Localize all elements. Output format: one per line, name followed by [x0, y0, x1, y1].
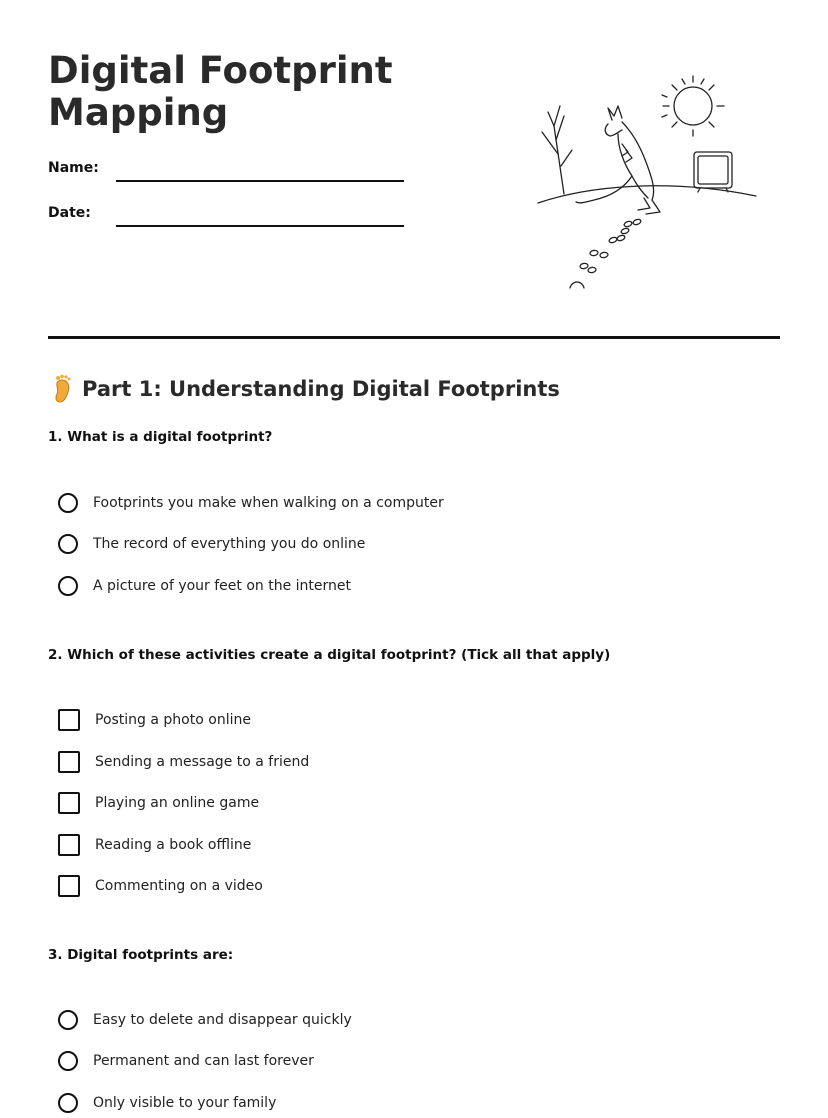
option-label: Sending a message to a friend — [95, 754, 310, 770]
option-label: Reading a book offline — [95, 837, 252, 853]
q3-option-2[interactable] — [58, 1049, 314, 1073]
kangaroo-footprints-illustration — [528, 66, 768, 302]
option-label: Easy to delete and disappear quickly — [93, 1012, 352, 1028]
q2-option-5[interactable] — [58, 874, 263, 898]
checkbox[interactable] — [58, 792, 80, 814]
option-label: Playing an online game — [95, 795, 260, 811]
title-line-2: Mapping — [48, 91, 229, 134]
q1-option-1[interactable] — [58, 491, 444, 515]
radio-button[interactable] — [58, 493, 78, 513]
radio-button[interactable] — [58, 534, 78, 554]
kangaroo-icon — [576, 106, 660, 214]
q1-option-2[interactable] — [58, 532, 365, 556]
title-line-1: Digital Footprint — [48, 49, 393, 92]
option-label: Posting a photo online — [95, 712, 251, 728]
date-field[interactable] — [116, 225, 404, 227]
part1-heading — [48, 372, 560, 406]
radio-button[interactable] — [58, 1093, 78, 1113]
radio-button[interactable] — [58, 1010, 78, 1030]
footprint-icon — [48, 374, 74, 404]
radio-button[interactable] — [58, 576, 78, 596]
q3-option-3[interactable] — [58, 1091, 276, 1115]
tree-icon — [542, 106, 572, 194]
checkbox[interactable] — [58, 709, 80, 731]
q2-option-2[interactable] — [58, 750, 309, 774]
name-field[interactable] — [116, 180, 404, 182]
option-label: Only visible to your family — [93, 1095, 277, 1111]
checkbox[interactable] — [58, 751, 80, 773]
sun-icon — [662, 76, 724, 136]
radio-button[interactable] — [58, 1051, 78, 1071]
question-1-prompt: 1. What is a digital footprint? — [48, 429, 273, 445]
q2-option-4[interactable] — [58, 833, 251, 857]
footprint-trail-icon — [570, 218, 642, 288]
part1-heading-text: Part 1: Understanding Digital Footprints — [82, 377, 560, 401]
worksheet-title — [48, 50, 488, 134]
checkbox[interactable] — [58, 875, 80, 897]
checkbox[interactable] — [58, 834, 80, 856]
question-2-prompt: 2. Which of these activities create a digital footprint? (Tick all that apply) — [48, 647, 611, 663]
option-label: A picture of your feet on the internet — [93, 578, 352, 594]
q2-option-3[interactable] — [58, 791, 259, 815]
name-label: Name: — [48, 160, 99, 176]
option-label: Footprints you make when walking on a computer — [93, 495, 444, 511]
option-label: Commenting on a video — [95, 878, 263, 894]
q1-option-3[interactable] — [58, 574, 351, 598]
q3-option-1[interactable] — [58, 1008, 352, 1032]
section-divider — [48, 336, 780, 339]
q2-option-1[interactable] — [58, 708, 251, 732]
tv-icon — [694, 152, 732, 192]
option-label: The record of everything you do online — [93, 536, 366, 552]
question-3-prompt: 3. Digital footprints are: — [48, 947, 234, 963]
option-label: Permanent and can last forever — [93, 1053, 314, 1069]
date-label: Date: — [48, 205, 91, 221]
